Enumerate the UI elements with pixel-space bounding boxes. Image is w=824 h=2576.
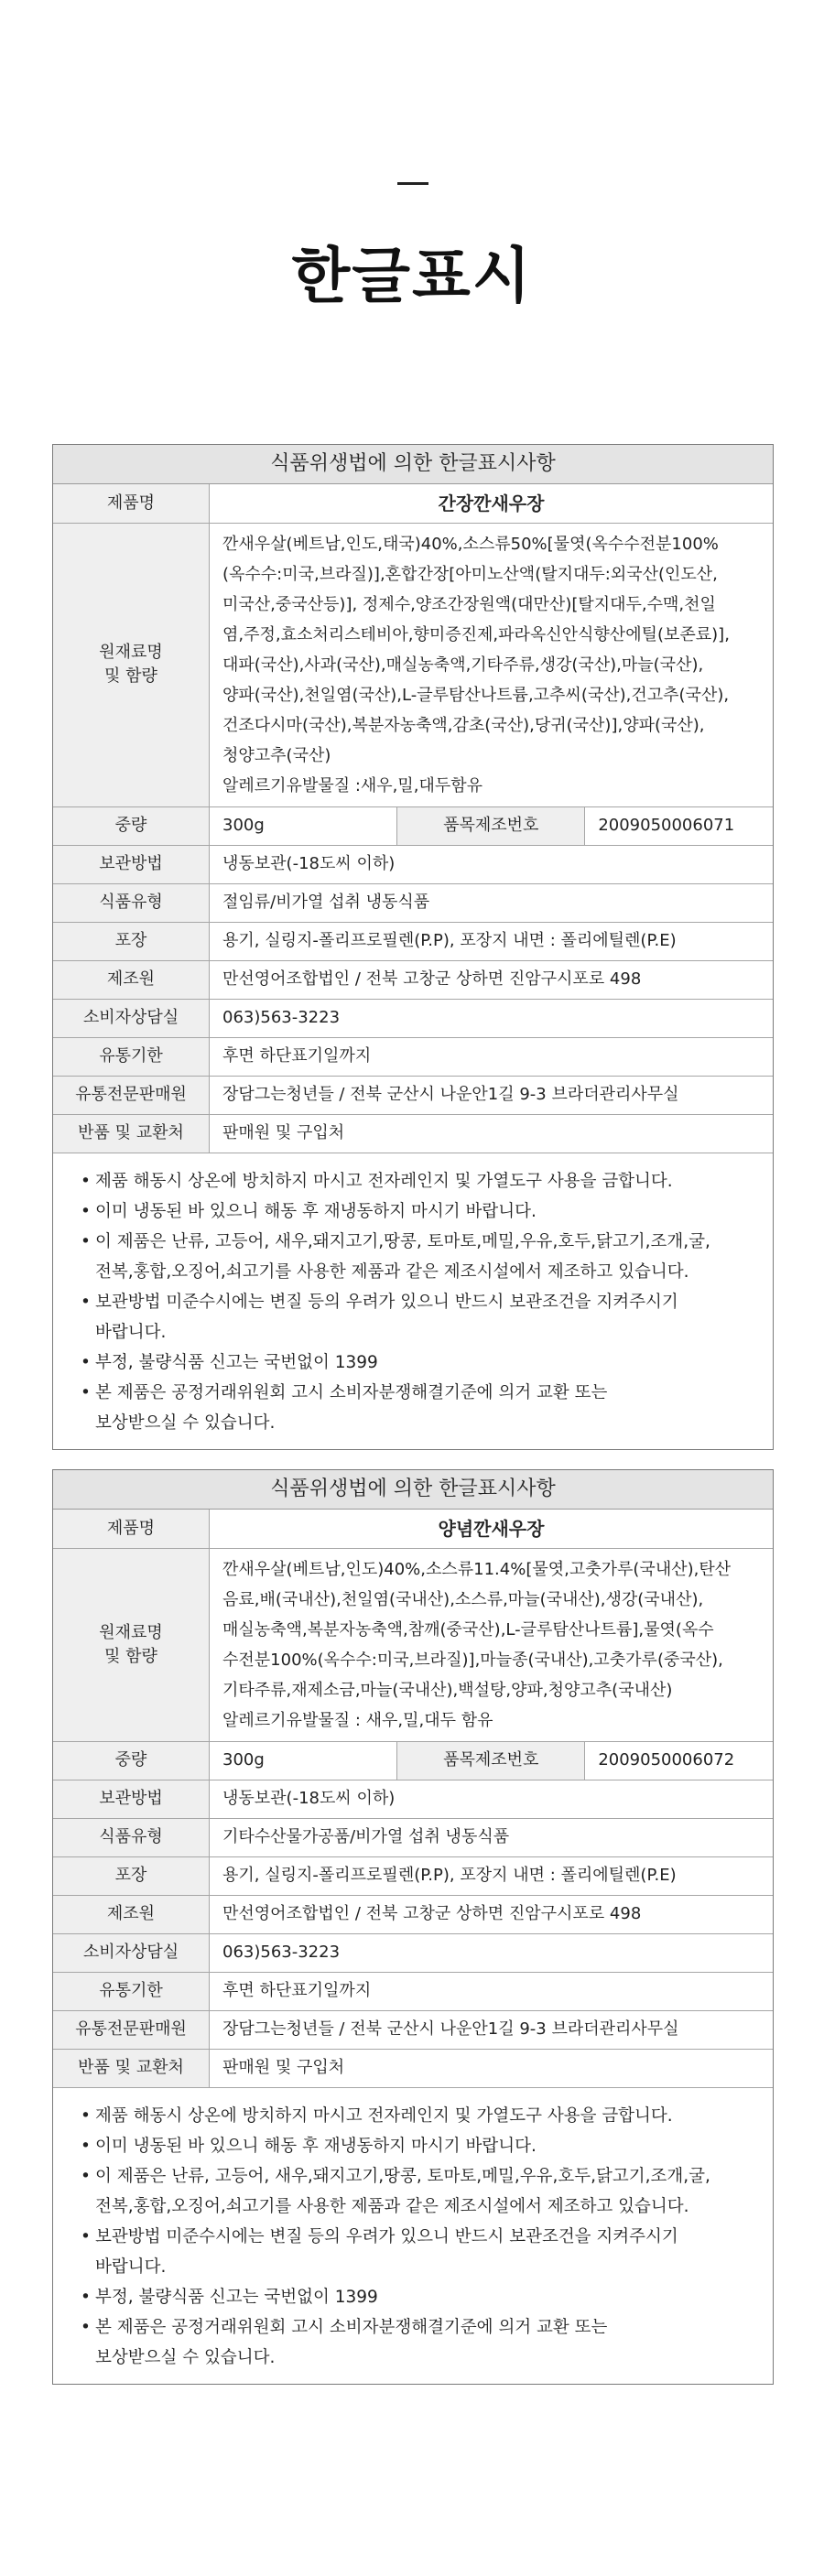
ingredients-label — [53, 1548, 210, 1741]
ingredients-line: 깐새우살(베트남,인도)40%,소스류11.4%[물엿,고춧가루(국내산),탄산 — [222, 1559, 732, 1579]
weight-label: 중량 — [53, 1741, 210, 1780]
box-header: 식품위생법에 의한 한글표시사항 — [53, 445, 773, 484]
label-box-gangjang — [52, 444, 774, 1450]
storage-label: 보관방법 — [53, 845, 210, 883]
manufacturer-value: 만선영어조합법인 / 전북 고창군 상하면 진암구시포로 498 — [210, 960, 774, 999]
bullet-icon: • — [81, 2287, 91, 2307]
weight-value: 300g — [210, 1741, 397, 1780]
weight-label: 중량 — [53, 806, 210, 845]
notice-line: 보상받으실 수 있습니다. — [95, 1412, 276, 1433]
bullet-icon: • — [81, 1201, 91, 1221]
notice-item — [81, 1227, 760, 1287]
info-table — [53, 1510, 773, 2088]
notice-line: 부정, 불량식품 신고는 국번없이 1399 — [95, 1352, 378, 1372]
storage-value: 냉동보관(-18도씨 이하) — [210, 845, 774, 883]
product-name-value: 간장깐새우장 — [210, 484, 774, 523]
distributor-label: 유통전문판매원 — [53, 1076, 210, 1114]
row-consumer-center — [53, 999, 773, 1037]
ingredients-line: 매실농축액,복분자농축액,참깨(중국산),L-글루탐산나트륨],물엿(옥수 — [222, 1619, 714, 1640]
bullet-icon: • — [81, 1352, 91, 1372]
row-return — [53, 2049, 773, 2087]
row-weight — [53, 806, 773, 845]
row-ingredients — [53, 1548, 773, 1741]
food-type-label: 식품유형 — [53, 1818, 210, 1856]
notice-line: 바랍니다. — [95, 1322, 167, 1342]
ingredients-line: 건조다시마(국산),복분자농축액,감초(국산),당귀(국산)],양파(국산), — [222, 715, 705, 735]
notice-line: 보관방법 미준수시에는 변질 등의 우려가 있으니 반드시 보관조건을 지켜주시기 — [95, 2226, 678, 2246]
notice-item — [81, 2312, 760, 2373]
report-no-label: 품목제조번호 — [397, 1741, 585, 1780]
manufacturer-value: 만선영어조합법인 / 전북 고창군 상하면 진암구시포로 498 — [210, 1895, 774, 1933]
return-label: 반품 및 교환처 — [53, 1114, 210, 1153]
row-weight — [53, 1741, 773, 1780]
food-type-label: 식품유형 — [53, 883, 210, 922]
expiry-label: 유통기한 — [53, 1037, 210, 1076]
notice-list — [53, 1153, 773, 1449]
header-divider — [397, 182, 428, 185]
distributor-value: 장담그는청년들 / 전북 군산시 나운안1길 9-3 브라더관리사무실 — [210, 1076, 774, 1114]
row-ingredients — [53, 523, 773, 806]
distributor-value: 장담그는청년들 / 전북 군산시 나운안1길 9-3 브라더관리사무실 — [210, 2010, 774, 2049]
ingredients-value — [210, 1548, 774, 1741]
packaging-value: 용기, 실링지-폴리프로필렌(P.P), 포장지 내면 : 폴리에틸렌(P.E) — [210, 1856, 774, 1895]
return-value: 판매원 및 구입처 — [210, 1114, 774, 1153]
ingredients-label-line: 원재료명 — [99, 643, 163, 662]
row-manufacturer — [53, 960, 773, 999]
notice-line: 바랍니다. — [95, 2257, 167, 2277]
ingredients-label-line: 원재료명 — [99, 1622, 163, 1642]
notice-item — [81, 1348, 760, 1378]
row-storage — [53, 1780, 773, 1818]
bullet-icon: • — [81, 2317, 91, 2337]
row-packaging — [53, 922, 773, 960]
report-no-value: 2009050006072 — [585, 1741, 773, 1780]
consumer-center-label: 소비자상담실 — [53, 999, 210, 1037]
ingredients-line: 청양고추(국산) — [222, 745, 331, 765]
row-consumer-center — [53, 1933, 773, 1972]
bullet-icon: • — [81, 1231, 91, 1251]
ingredients-value — [210, 523, 774, 806]
ingredients-line: 알레르기유발물질 :새우,밀,대두함유 — [222, 775, 483, 796]
expiry-value: 후면 하단표기일까지 — [210, 1037, 774, 1076]
ingredients-line: 음료,배(국내산),천일염(국내산),소스류,마늘(국내산),생강(국내산), — [222, 1589, 704, 1609]
ingredients-label-line: 및 함량 — [104, 1646, 157, 1666]
product-name-label: 제품명 — [53, 484, 210, 523]
consumer-center-value: 063)563-3223 — [210, 1933, 774, 1972]
ingredients-line: 알레르기유발물질 : 새우,밀,대두 함유 — [222, 1710, 493, 1730]
notice-line: 본 제품은 공정거래위원회 고시 소비자분쟁해결기준에 의거 교환 또는 — [95, 2317, 608, 2337]
ingredients-line: 기타주류,재제소금,마늘(국내산),백설탕,양파,청양고추(국내산) — [222, 1680, 673, 1700]
report-no-value: 2009050006071 — [585, 806, 773, 845]
bullet-icon: • — [81, 2105, 91, 2126]
ingredients-line: 미국산,중국산등)], 정제수,양조간장원액(대만산)[탈지대두,수맥,천일 — [222, 594, 716, 614]
product-name-value: 양념깐새우장 — [210, 1510, 774, 1548]
notice-line: 전복,홍합,오징어,쇠고기를 사용한 제품과 같은 제조시설에서 제조하고 있습니다. — [95, 2196, 689, 2216]
notice-list — [53, 2088, 773, 2384]
ingredients-line: (옥수수:미국,브라질)],혼합간장[아미노산액(탈지대두:외국산(인도산, — [222, 564, 718, 584]
storage-label: 보관방법 — [53, 1780, 210, 1818]
row-product-name — [53, 484, 773, 523]
ingredients-line: 대파(국산),사과(국산),매실농축액,기타주류,생강(국산),마늘(국산), — [222, 655, 704, 675]
ingredients-line: 염,주정,효소처리스테비아,향미증진제,파라옥신안식향산에틸(보존료)], — [222, 624, 730, 644]
notice-item — [81, 2131, 760, 2161]
notice-item — [81, 1196, 760, 1227]
bullet-icon: • — [81, 1382, 91, 1402]
bullet-icon: • — [81, 2136, 91, 2156]
notice-item — [81, 1378, 760, 1438]
row-distributor — [53, 2010, 773, 2049]
notice-line: 부정, 불량식품 신고는 국번없이 1399 — [95, 2287, 378, 2307]
notice-line: 전복,홍합,오징어,쇠고기를 사용한 제품과 같은 제조시설에서 제조하고 있습니다. — [95, 1261, 689, 1282]
food-type-value: 절임류/비가열 섭취 냉동식품 — [210, 883, 774, 922]
notice-item — [81, 2282, 760, 2312]
food-type-value: 기타수산물가공품/비가열 섭취 냉동식품 — [210, 1818, 774, 1856]
row-storage — [53, 845, 773, 883]
notice-item — [81, 1287, 760, 1348]
row-packaging — [53, 1856, 773, 1895]
consumer-center-label: 소비자상담실 — [53, 1933, 210, 1972]
row-distributor — [53, 1076, 773, 1114]
row-return — [53, 1114, 773, 1153]
ingredients-label — [53, 523, 210, 806]
packaging-label: 포장 — [53, 922, 210, 960]
ingredients-label-line: 및 함량 — [104, 666, 157, 686]
manufacturer-label: 제조원 — [53, 960, 210, 999]
row-manufacturer — [53, 1895, 773, 1933]
bullet-icon: • — [81, 1171, 91, 1191]
product-name-label: 제품명 — [53, 1510, 210, 1548]
row-expiry — [53, 1972, 773, 2010]
expiry-label: 유통기한 — [53, 1972, 210, 2010]
bullet-icon: • — [81, 2226, 91, 2246]
row-product-name — [53, 1510, 773, 1548]
packaging-value: 용기, 실링지-폴리프로필렌(P.P), 포장지 내면 : 폴리에틸렌(P.E) — [210, 922, 774, 960]
bullet-icon: • — [81, 2166, 91, 2186]
return-label: 반품 및 교환처 — [53, 2049, 210, 2087]
notice-line: 이 제품은 난류, 고등어, 새우,돼지고기,땅콩, 토마토,메밀,우유,호두,닭고기,조개,굴, — [95, 2166, 710, 2186]
notice-item — [81, 2101, 760, 2131]
ingredients-line: 깐새우살(베트남,인도,태국)40%,소스류50%[물엿(옥수수전분100% — [222, 534, 719, 554]
ingredients-line: 양파(국산),천일염(국산),L-글루탐산나트륨,고추씨(국산),건고추(국산), — [222, 685, 730, 705]
row-food-type — [53, 1818, 773, 1856]
notice-item — [81, 1166, 760, 1196]
box-header: 식품위생법에 의한 한글표시사항 — [53, 1470, 773, 1510]
notice-line: 보관방법 미준수시에는 변질 등의 우려가 있으니 반드시 보관조건을 지켜주시기 — [95, 1292, 678, 1312]
distributor-label: 유통전문판매원 — [53, 2010, 210, 2049]
weight-value: 300g — [210, 806, 397, 845]
notice-line: 이미 냉동된 바 있으니 해동 후 재냉동하지 마시기 바랍니다. — [95, 2136, 537, 2156]
manufacturer-label: 제조원 — [53, 1895, 210, 1933]
info-table — [53, 484, 773, 1153]
row-expiry — [53, 1037, 773, 1076]
notice-line: 본 제품은 공정거래위원회 고시 소비자분쟁해결기준에 의거 교환 또는 — [95, 1382, 608, 1402]
row-food-type — [53, 883, 773, 922]
notice-line: 이미 냉동된 바 있으니 해동 후 재냉동하지 마시기 바랍니다. — [95, 1201, 537, 1221]
notice-item — [81, 2161, 760, 2222]
consumer-center-value: 063)563-3223 — [210, 999, 774, 1037]
page-title: 한글표시 — [291, 241, 533, 311]
return-value: 판매원 및 구입처 — [210, 2049, 774, 2087]
notice-item — [81, 2222, 760, 2282]
report-no-label: 품목제조번호 — [397, 806, 585, 845]
notice-line: 이 제품은 난류, 고등어, 새우,돼지고기,땅콩, 토마토,메밀,우유,호두,닭고기,조개,굴, — [95, 1231, 710, 1251]
bullet-icon: • — [81, 1292, 91, 1312]
expiry-value: 후면 하단표기일까지 — [210, 1972, 774, 2010]
notice-line: 보상받으실 수 있습니다. — [95, 2347, 276, 2367]
packaging-label: 포장 — [53, 1856, 210, 1895]
notice-line: 제품 해동시 상온에 방치하지 마시고 전자레인지 및 가열도구 사용을 금합니다. — [95, 2105, 673, 2126]
label-box-yangnyeom — [52, 1469, 774, 2385]
notice-line: 제품 해동시 상온에 방치하지 마시고 전자레인지 및 가열도구 사용을 금합니다. — [95, 1171, 673, 1191]
ingredients-line: 수전분100%(옥수수:미국,브라질)],마늘종(국내산),고춧가루(중국산), — [222, 1650, 723, 1670]
storage-value: 냉동보관(-18도씨 이하) — [210, 1780, 774, 1818]
